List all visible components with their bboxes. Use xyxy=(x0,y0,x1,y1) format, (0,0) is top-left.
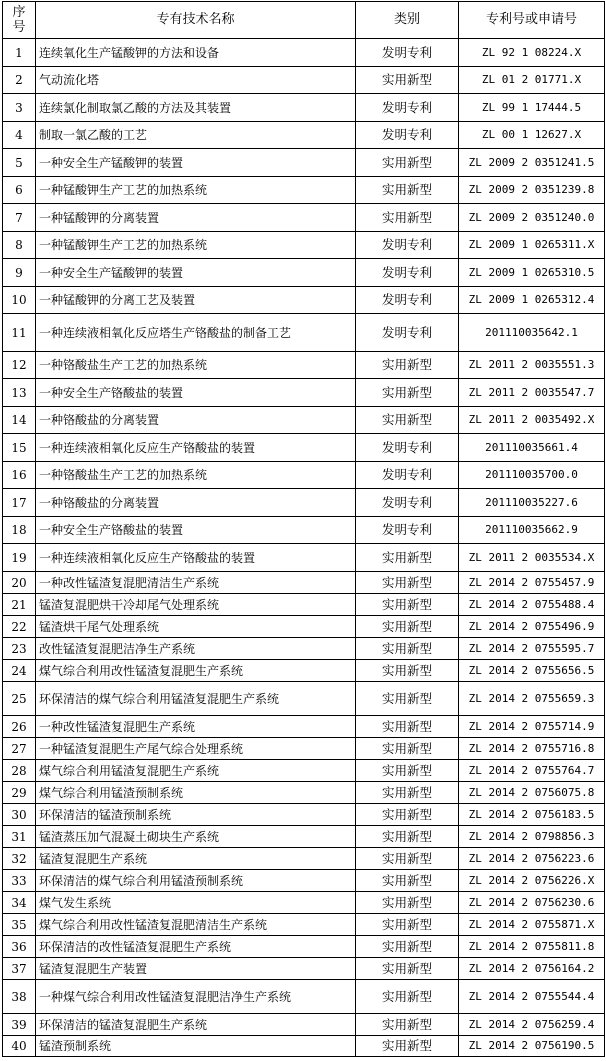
header-number: 专利号或申请号 xyxy=(459,2,605,39)
technology-name: 环保清洁的煤气综合利用锰渣复混肥生产系统 xyxy=(36,682,356,716)
technology-name: 制取一氯乙酸的工艺 xyxy=(36,122,356,149)
patent-number: ZL 2014 2 0755457.9 xyxy=(459,572,605,594)
technology-name: 一种改性锰渣复混肥清洁生产系统 xyxy=(36,572,356,594)
patent-number: ZL 2014 2 0755496.9 xyxy=(459,616,605,638)
patent-number: ZL 2011 2 0035492.X xyxy=(459,407,605,434)
technology-name: 锰渣复混肥生产系统 xyxy=(36,848,356,870)
table-row xyxy=(3,892,605,914)
patent-number: ZL 2009 1 0265311.X xyxy=(459,232,605,259)
row-number: 23 xyxy=(3,638,36,660)
patent-number: ZL 92 1 08224.X xyxy=(459,39,605,67)
row-number: 36 xyxy=(3,936,36,958)
technology-name: 煤气综合利用改性锰渣复混肥清洁生产系统 xyxy=(36,914,356,936)
patent-number: 201110035642.1 xyxy=(459,314,605,352)
category: 发明专利 xyxy=(356,259,459,287)
patent-number: ZL 2009 2 0351239.8 xyxy=(459,177,605,204)
technology-name: 环保清洁的煤气综合利用锰渣预制系统 xyxy=(36,870,356,892)
technology-name: 一种锰酸钾生产工艺的加热系统 xyxy=(36,177,356,204)
category: 实用新型 xyxy=(356,660,459,682)
category: 实用新型 xyxy=(356,1014,459,1036)
row-number: 40 xyxy=(3,1036,36,1057)
patent-number: ZL 2014 2 0755659.3 xyxy=(459,682,605,716)
technology-name: 一种连续液相氧化反应生产铬酸盐的装置 xyxy=(36,544,356,572)
technology-name: 一种改性锰渣复混肥生产系统 xyxy=(36,716,356,738)
patent-number: ZL 2009 2 0351241.5 xyxy=(459,149,605,177)
patent-number: 201110035227.6 xyxy=(459,489,605,517)
table-row xyxy=(3,489,605,517)
patent-number: ZL 2014 2 0756164.2 xyxy=(459,958,605,980)
category: 实用新型 xyxy=(356,638,459,660)
row-number: 29 xyxy=(3,782,36,804)
table-row xyxy=(3,870,605,892)
table-row xyxy=(3,660,605,682)
row-number: 34 xyxy=(3,892,36,914)
patent-number: ZL 99 1 17444.5 xyxy=(459,94,605,122)
category: 实用新型 xyxy=(356,204,459,232)
category: 实用新型 xyxy=(356,826,459,848)
row-number: 10 xyxy=(3,287,36,314)
table-row xyxy=(3,287,605,314)
technology-name: 一种安全生产铬酸盐的装置 xyxy=(36,379,356,407)
table-row xyxy=(3,914,605,936)
patent-number: ZL 2014 2 0756226.X xyxy=(459,870,605,892)
technology-name: 煤气综合利用改性锰渣复混肥生产系统 xyxy=(36,660,356,682)
row-number: 31 xyxy=(3,826,36,848)
table-row xyxy=(3,67,605,94)
row-number: 6 xyxy=(3,177,36,204)
row-number: 3 xyxy=(3,94,36,122)
table-row xyxy=(3,544,605,572)
category: 实用新型 xyxy=(356,352,459,379)
table-row xyxy=(3,149,605,177)
table-row xyxy=(3,958,605,980)
table-row xyxy=(3,782,605,804)
category: 实用新型 xyxy=(356,804,459,826)
table-row xyxy=(3,379,605,407)
category: 实用新型 xyxy=(356,379,459,407)
category: 发明专利 xyxy=(356,489,459,517)
patent-number: ZL 2009 2 0351240.0 xyxy=(459,204,605,232)
category: 实用新型 xyxy=(356,716,459,738)
category: 实用新型 xyxy=(356,572,459,594)
patent-number: ZL 2014 2 0756223.6 xyxy=(459,848,605,870)
technology-name: 连续氧化生产锰酸钾的方法和设备 xyxy=(36,39,356,67)
table-row xyxy=(3,352,605,379)
row-number: 7 xyxy=(3,204,36,232)
table-row xyxy=(3,682,605,716)
row-number: 22 xyxy=(3,616,36,638)
category: 实用新型 xyxy=(356,67,459,94)
technology-name: 一种连续液相氧化反应生产铬酸盐的装置 xyxy=(36,434,356,462)
category: 实用新型 xyxy=(356,848,459,870)
patent-number: ZL 2014 2 0756183.5 xyxy=(459,804,605,826)
row-number: 37 xyxy=(3,958,36,980)
technology-name: 一种铬酸盐生产工艺的加热系统 xyxy=(36,462,356,489)
row-number: 32 xyxy=(3,848,36,870)
category: 实用新型 xyxy=(356,407,459,434)
patent-number: 201110035700.0 xyxy=(459,462,605,489)
technology-name: 环保清洁的锰渣复混肥生产系统 xyxy=(36,1014,356,1036)
header-name: 专有技术名称 xyxy=(36,2,356,39)
table-row xyxy=(3,434,605,462)
table-row xyxy=(3,848,605,870)
technology-name: 一种煤气综合利用改性锰渣复混肥洁净生产系统 xyxy=(36,980,356,1014)
patent-number: 201110035662.9 xyxy=(459,517,605,544)
row-number: 18 xyxy=(3,517,36,544)
patent-number: ZL 01 2 01771.X xyxy=(459,67,605,94)
patent-number: ZL 2011 2 0035551.3 xyxy=(459,352,605,379)
table-row xyxy=(3,204,605,232)
category: 实用新型 xyxy=(356,616,459,638)
patent-number: ZL 00 1 12627.X xyxy=(459,122,605,149)
row-number: 24 xyxy=(3,660,36,682)
category: 发明专利 xyxy=(356,94,459,122)
table-row xyxy=(3,232,605,259)
table-row xyxy=(3,1036,605,1057)
row-number: 25 xyxy=(3,682,36,716)
category: 发明专利 xyxy=(356,517,459,544)
category: 发明专利 xyxy=(356,287,459,314)
technology-name: 锰渣蒸压加气混凝土砌块生产系统 xyxy=(36,826,356,848)
table-row xyxy=(3,572,605,594)
table-row xyxy=(3,716,605,738)
category: 实用新型 xyxy=(356,936,459,958)
patent-number: ZL 2014 2 0756259.4 xyxy=(459,1014,605,1036)
technology-name: 一种锰渣复混肥生产尾气综合处理系统 xyxy=(36,738,356,760)
category: 实用新型 xyxy=(356,544,459,572)
patent-number: ZL 2014 2 0755595.7 xyxy=(459,638,605,660)
technology-name: 锰渣复混肥烘干冷却尾气处理系统 xyxy=(36,594,356,616)
table-body xyxy=(3,39,605,1057)
patent-number: ZL 2009 1 0265312.4 xyxy=(459,287,605,314)
table-row xyxy=(3,407,605,434)
technology-name: 一种铬酸盐的分离装置 xyxy=(36,489,356,517)
technology-name: 环保清洁的改性锰渣复混肥生产系统 xyxy=(36,936,356,958)
category: 实用新型 xyxy=(356,782,459,804)
patent-number: ZL 2014 2 0756230.6 xyxy=(459,892,605,914)
header-row xyxy=(3,2,605,39)
technology-name: 锰渣预制系统 xyxy=(36,1036,356,1057)
category: 实用新型 xyxy=(356,149,459,177)
category: 发明专利 xyxy=(356,434,459,462)
category: 实用新型 xyxy=(356,738,459,760)
patent-number: ZL 2014 2 0756075.8 xyxy=(459,782,605,804)
technology-name: 一种锰酸钾的分离工艺及装置 xyxy=(36,287,356,314)
row-number: 30 xyxy=(3,804,36,826)
category: 实用新型 xyxy=(356,892,459,914)
technology-name: 一种安全生产锰酸钾的装置 xyxy=(36,259,356,287)
row-number: 15 xyxy=(3,434,36,462)
patent-number: ZL 2014 2 0755811.8 xyxy=(459,936,605,958)
patent-number: ZL 2014 2 0755656.5 xyxy=(459,660,605,682)
table-row xyxy=(3,804,605,826)
row-number: 14 xyxy=(3,407,36,434)
row-number: 4 xyxy=(3,122,36,149)
table-row xyxy=(3,980,605,1014)
table-row xyxy=(3,826,605,848)
patent-number: ZL 2014 2 0755871.X xyxy=(459,914,605,936)
category: 发明专利 xyxy=(356,232,459,259)
table-row xyxy=(3,517,605,544)
table-row xyxy=(3,177,605,204)
header-type: 类别 xyxy=(356,2,459,39)
category: 实用新型 xyxy=(356,177,459,204)
table-row xyxy=(3,314,605,352)
row-number: 21 xyxy=(3,594,36,616)
technology-name: 锰渣复混肥生产装置 xyxy=(36,958,356,980)
technology-name: 一种锰酸钾生产工艺的加热系统 xyxy=(36,232,356,259)
technology-name: 一种铬酸盐生产工艺的加热系统 xyxy=(36,352,356,379)
row-number: 5 xyxy=(3,149,36,177)
technology-name: 锰渣烘干尾气处理系统 xyxy=(36,616,356,638)
patent-number: ZL 2014 2 0798856.3 xyxy=(459,826,605,848)
table-row xyxy=(3,259,605,287)
row-number: 28 xyxy=(3,760,36,782)
row-number: 13 xyxy=(3,379,36,407)
category: 实用新型 xyxy=(356,1036,459,1057)
row-number: 38 xyxy=(3,980,36,1014)
technology-name: 气动流化塔 xyxy=(36,67,356,94)
technology-name: 煤气综合利用锰渣复混肥生产系统 xyxy=(36,760,356,782)
technology-name: 一种安全生产铬酸盐的装置 xyxy=(36,517,356,544)
table-row xyxy=(3,738,605,760)
table-row xyxy=(3,936,605,958)
technology-name: 煤气发生系统 xyxy=(36,892,356,914)
table-row xyxy=(3,94,605,122)
table-row xyxy=(3,39,605,67)
row-number: 27 xyxy=(3,738,36,760)
row-number: 39 xyxy=(3,1014,36,1036)
patent-number: ZL 2014 2 0755716.8 xyxy=(459,738,605,760)
table-row xyxy=(3,616,605,638)
header-no: 序号 xyxy=(3,2,36,39)
row-number: 16 xyxy=(3,462,36,489)
patent-number: ZL 2011 2 0035547.7 xyxy=(459,379,605,407)
row-number: 35 xyxy=(3,914,36,936)
category: 实用新型 xyxy=(356,760,459,782)
category: 实用新型 xyxy=(356,594,459,616)
patent-number: ZL 2014 2 0755544.4 xyxy=(459,980,605,1014)
patent-number: 201110035661.4 xyxy=(459,434,605,462)
category: 实用新型 xyxy=(356,980,459,1014)
table-row xyxy=(3,638,605,660)
category: 发明专利 xyxy=(356,462,459,489)
table-row xyxy=(3,462,605,489)
technology-name: 一种连续液相氧化反应塔生产铬酸盐的制备工艺 xyxy=(36,314,356,352)
patent-number: ZL 2014 2 0755764.7 xyxy=(459,760,605,782)
row-number: 17 xyxy=(3,489,36,517)
technology-name: 连续氯化制取氯乙酸的方法及其装置 xyxy=(36,94,356,122)
patent-number: ZL 2014 2 0755714.9 xyxy=(459,716,605,738)
category: 实用新型 xyxy=(356,870,459,892)
category: 实用新型 xyxy=(356,958,459,980)
row-number: 33 xyxy=(3,870,36,892)
technology-name: 一种铬酸盐的分离装置 xyxy=(36,407,356,434)
table-row xyxy=(3,760,605,782)
patent-number: ZL 2009 1 0265310.5 xyxy=(459,259,605,287)
row-number: 9 xyxy=(3,259,36,287)
technology-name: 一种安全生产锰酸钾的装置 xyxy=(36,149,356,177)
patent-table xyxy=(2,1,605,1057)
row-number: 12 xyxy=(3,352,36,379)
table-row xyxy=(3,122,605,149)
category: 实用新型 xyxy=(356,682,459,716)
row-number: 26 xyxy=(3,716,36,738)
row-number: 8 xyxy=(3,232,36,259)
patent-number: ZL 2014 2 0755488.4 xyxy=(459,594,605,616)
technology-name: 一种锰酸钾的分离装置 xyxy=(36,204,356,232)
row-number: 2 xyxy=(3,67,36,94)
row-number: 1 xyxy=(3,39,36,67)
technology-name: 改性锰渣复混肥洁净生产系统 xyxy=(36,638,356,660)
table-row xyxy=(3,1014,605,1036)
table-row xyxy=(3,594,605,616)
category: 实用新型 xyxy=(356,914,459,936)
patent-number: ZL 2011 2 0035534.X xyxy=(459,544,605,572)
technology-name: 环保清洁的锰渣预制系统 xyxy=(36,804,356,826)
technology-name: 煤气综合利用锰渣预制系统 xyxy=(36,782,356,804)
category: 发明专利 xyxy=(356,314,459,352)
row-number: 19 xyxy=(3,544,36,572)
category: 发明专利 xyxy=(356,122,459,149)
category: 发明专利 xyxy=(356,39,459,67)
row-number: 20 xyxy=(3,572,36,594)
patent-number: ZL 2014 2 0756190.5 xyxy=(459,1036,605,1057)
row-number: 11 xyxy=(3,314,36,352)
